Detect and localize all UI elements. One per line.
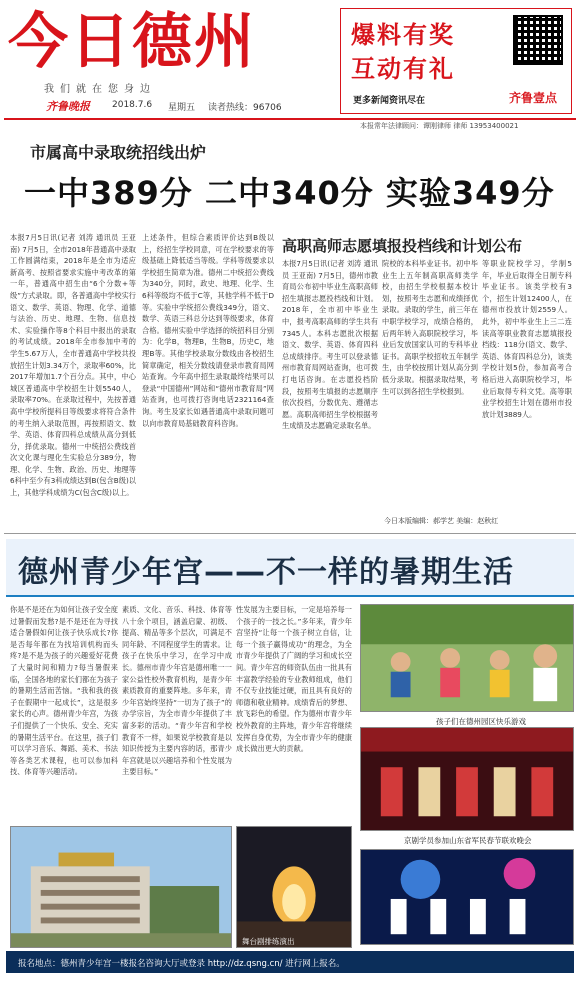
legal-counsel: 本报常年法律顾问：谭刚律师 律师 13953400021 (360, 122, 519, 130)
story1-column-1: 本报7月5日讯(记者 刘涛 通讯员 王亚南) 7月5日，全市2018年普通高中录取工作圆满结束，2018年是全市为适应新高考、按照省要求实施中考改革的第一年，普通高中招生由“6个分数+等级”方式录取。即，各普通高中学校实行语文、数学、英语、物理、化学、道德与法治、历史、地理、生物、信息技术、实验操作等8个科目中报出的录取的考试成绩。2018年全市参加中考的学生5.67万人，全市普通高中学校共投放招生计划3.34万个，录取率60%，比2017年增加1.7个百分点。其中，中心城区普通高中学校招生计划5540人，录取率70%。在录取过程中，先按普通高中学校所提科目等级要求将符合条件的考生纳入录取范围，再按照语文、数学、英语、体育四科总成绩从高分到低分，择优录取。德州一中统招公费线首次文化课与理化生实验总分389分，物理、化学、生物、政治、历史、地理等6科中至少有3科成绩达到B(包含B级)以上，其他学科成绩为C(包含C级)以上。 (10, 233, 136, 498)
ad-headline-1: 爆料有奖 (351, 21, 455, 49)
slogan: 我们就在您身边 (44, 84, 156, 95)
photo-caption-2: 京剧学员参加山东省军民春节联欢晚会 (404, 836, 532, 845)
story1-kicker: 市属高中录取统招线出炉 (30, 143, 207, 162)
masthead-divider (4, 118, 576, 120)
youth-palace-building-photo (10, 826, 232, 948)
story2-banner (6, 539, 574, 597)
ad-headline-2: 互动有礼 (351, 55, 455, 83)
ad-brand: 齐鲁壹点 (509, 91, 558, 105)
evening-event-photo (236, 826, 352, 948)
publisher-brand: 齐鲁晚报 (46, 100, 90, 113)
story1-headline: 一中389分 二中340分 实验349分 (24, 174, 555, 212)
issue-date: 2018.7.6 (112, 100, 153, 110)
children-playing-photo (360, 604, 574, 712)
story1b-column-3: 等职业院校学习，学制5年，毕业后取得全日制专科毕业证书。该类学校有3个，招生计划12400人，在德州市投放计划2559人。此外，初中毕业生上三二连读高等职业教育志愿填报投档线：118分(语文、数学、英语、体育四科总分)，该类学校计划5份，参加高考合格后进入高职院校学习，毕业后取得专科文凭。高等职业学校招生计划在德州市投放计划3889人。 (482, 259, 572, 419)
reader-hotline: 读者热线：96706 (208, 103, 282, 113)
story2-column-3: 性发展为主要目标，一定是培养每一个孩子的一技之长。”多年来，青少年宫坚持“让每一个孩子树立自信，让每一个孩子赢得成功”的理念，为全市青少年提供了广阔的学习和成长空间。青少年宫的师资队伍由一批具有丰富教学经验的专业教师组成，他们不仅专业技能过硬，而且具有良好的师德和敬业精神。成绩背后的梦想、放飞彩色的希望。作为德州市青少年校外教育的主阵地，青少年宫将继续发挥自身优势，为全市青少年的健康成长做出更大的贡献。 (236, 605, 352, 754)
opera-performance-photo (360, 727, 574, 831)
masthead (0, 0, 580, 118)
photo-caption-1: 孩子们在德州园区快乐游戏 (436, 717, 526, 726)
stage-dance-photo (360, 849, 574, 945)
story1b-headline: 高职高师志愿填报投档线和计划公布 (282, 237, 523, 255)
story2-column-1: 你是不是还在为如何让孩子安全度过暑假而发愁?是不是还在为寻找适合暑假如何让孩子快乐成长?你是否每年都在为找培训机构而头疼?是不是为孩子的兴趣爱好花费了大量时间和精力?每当暑假来临，全国各地的家长们都在为孩子的暑期生活而苦恼。“我和我的孩子在假期中一起成长”，这是很多家长的心声。德州青少年宫，为孩子们提供了一个快乐、安全、充实的暑期生活平台。在这里，孩子们可以学习音乐、舞蹈、美术、书法等各类艺术课程，也可以参加科技、体育等兴趣活动。 (10, 605, 118, 777)
newspaper-title: 今日德州 (8, 7, 256, 77)
story2-column-2: 素质、文化、音乐、科技、体育等八十余个项目，涵盖启蒙、初级、提高、精品等多个层次，可满足不同年龄、不同程度学生的需求。让孩子在快乐中学习，在学习中成长。德州市青少年宫是德州唯一一家公益性校外教育机构，是青少年素质教育的重要阵地。多年来，青少年宫始终坚持“一切为了孩子”的办学宗旨，为全市青少年提供了丰富多彩的活动。“青少年宫和学校教育不一样，如果说学校教育是以知识传授为主要内容的话，那青少年宫就是以兴趣培养和个性发展为主要目标。” (122, 605, 232, 777)
section-divider (4, 533, 576, 534)
registration-info[interactable]: 报名地点：德州青少年宫一楼报名咨询大厅或登录 http://dz.qsng.cn/ 进行网上报名。 (18, 959, 345, 969)
story1b-column-1: 本报7月5日讯(记者 刘涛 通讯员 王亚南) 7月5日，德州市教育局公布初中毕业生高职高师招生填报志愿投档线和计划。2018年，全市初中毕业生中，报考高职高师的学生共有7345人。本科志愿批次根据语文、数学、英语、体育四科总成绩排序。考生可以登录德州市教育局网站查询，也可拨打电话咨询。在志愿投档阶段，按照考生填报的志愿顺序依次投档，分数优先、遵循志愿。高职高师招生学校根据考生成绩及志愿确定录取名单。 (282, 259, 378, 431)
registration-bar[interactable] (6, 951, 574, 973)
story2-headline: 德州青少年宫——不一样的暑期生活 (18, 555, 514, 590)
editor-credit: 今日本版编辑：郝学艺 美编：赵秋红 (384, 517, 499, 525)
photo-caption-4: 舞台剧排练演出 (242, 937, 295, 946)
ad-tagline: 更多新闻资讯尽在 (353, 96, 426, 106)
promo-ad[interactable] (340, 8, 572, 114)
qr-code-icon[interactable] (513, 15, 563, 65)
story1-column-2: 上述条件，但综合素质评价达到B级以上，经招生学校同意，可在学校要求的等级基础上降低适当等级。学科等级要求以学校招生简章为准。德州二中统招公费线为340分，同时，政史、地理、化学、生6科等级均不低于C等，其他学科不低于D等。实验中学统招公费线349分，语文、数学、英语三科总分达到等级要求，体育合格。德州实验中学选择的统招科目分别为：化学B，物理B，生物B，历史C，地理B等。其他学校录取分数线由各校招生简章确定，相关分数线请登录市教育局网站查询。今年高中招生录取最终结果可以登录“中国德州”网站和“德州市教育局”网站查询，也可拨打咨询电话2321164查询。考生及家长如遇普通高中录取问题可以向市教育局基础教育科咨询。 (142, 233, 274, 428)
story1b-column-2: 院校的本科毕业证书。初中毕业生上五年制高职高师类学校，由招生学校根据本校计划，按照考生志愿和成绩择优录取。录取的学生，前三年在中职学校学习，成绩合格的，后两年转入高职院校学习，毕业后发放国家认可的专科毕业证书。高职学校招收五年制学生，由学校按照计划从高分到低分录取。根据录取结果，考生可以到各招生学校报到。 (382, 259, 478, 396)
issue-weekday: 星期五 (168, 103, 196, 113)
